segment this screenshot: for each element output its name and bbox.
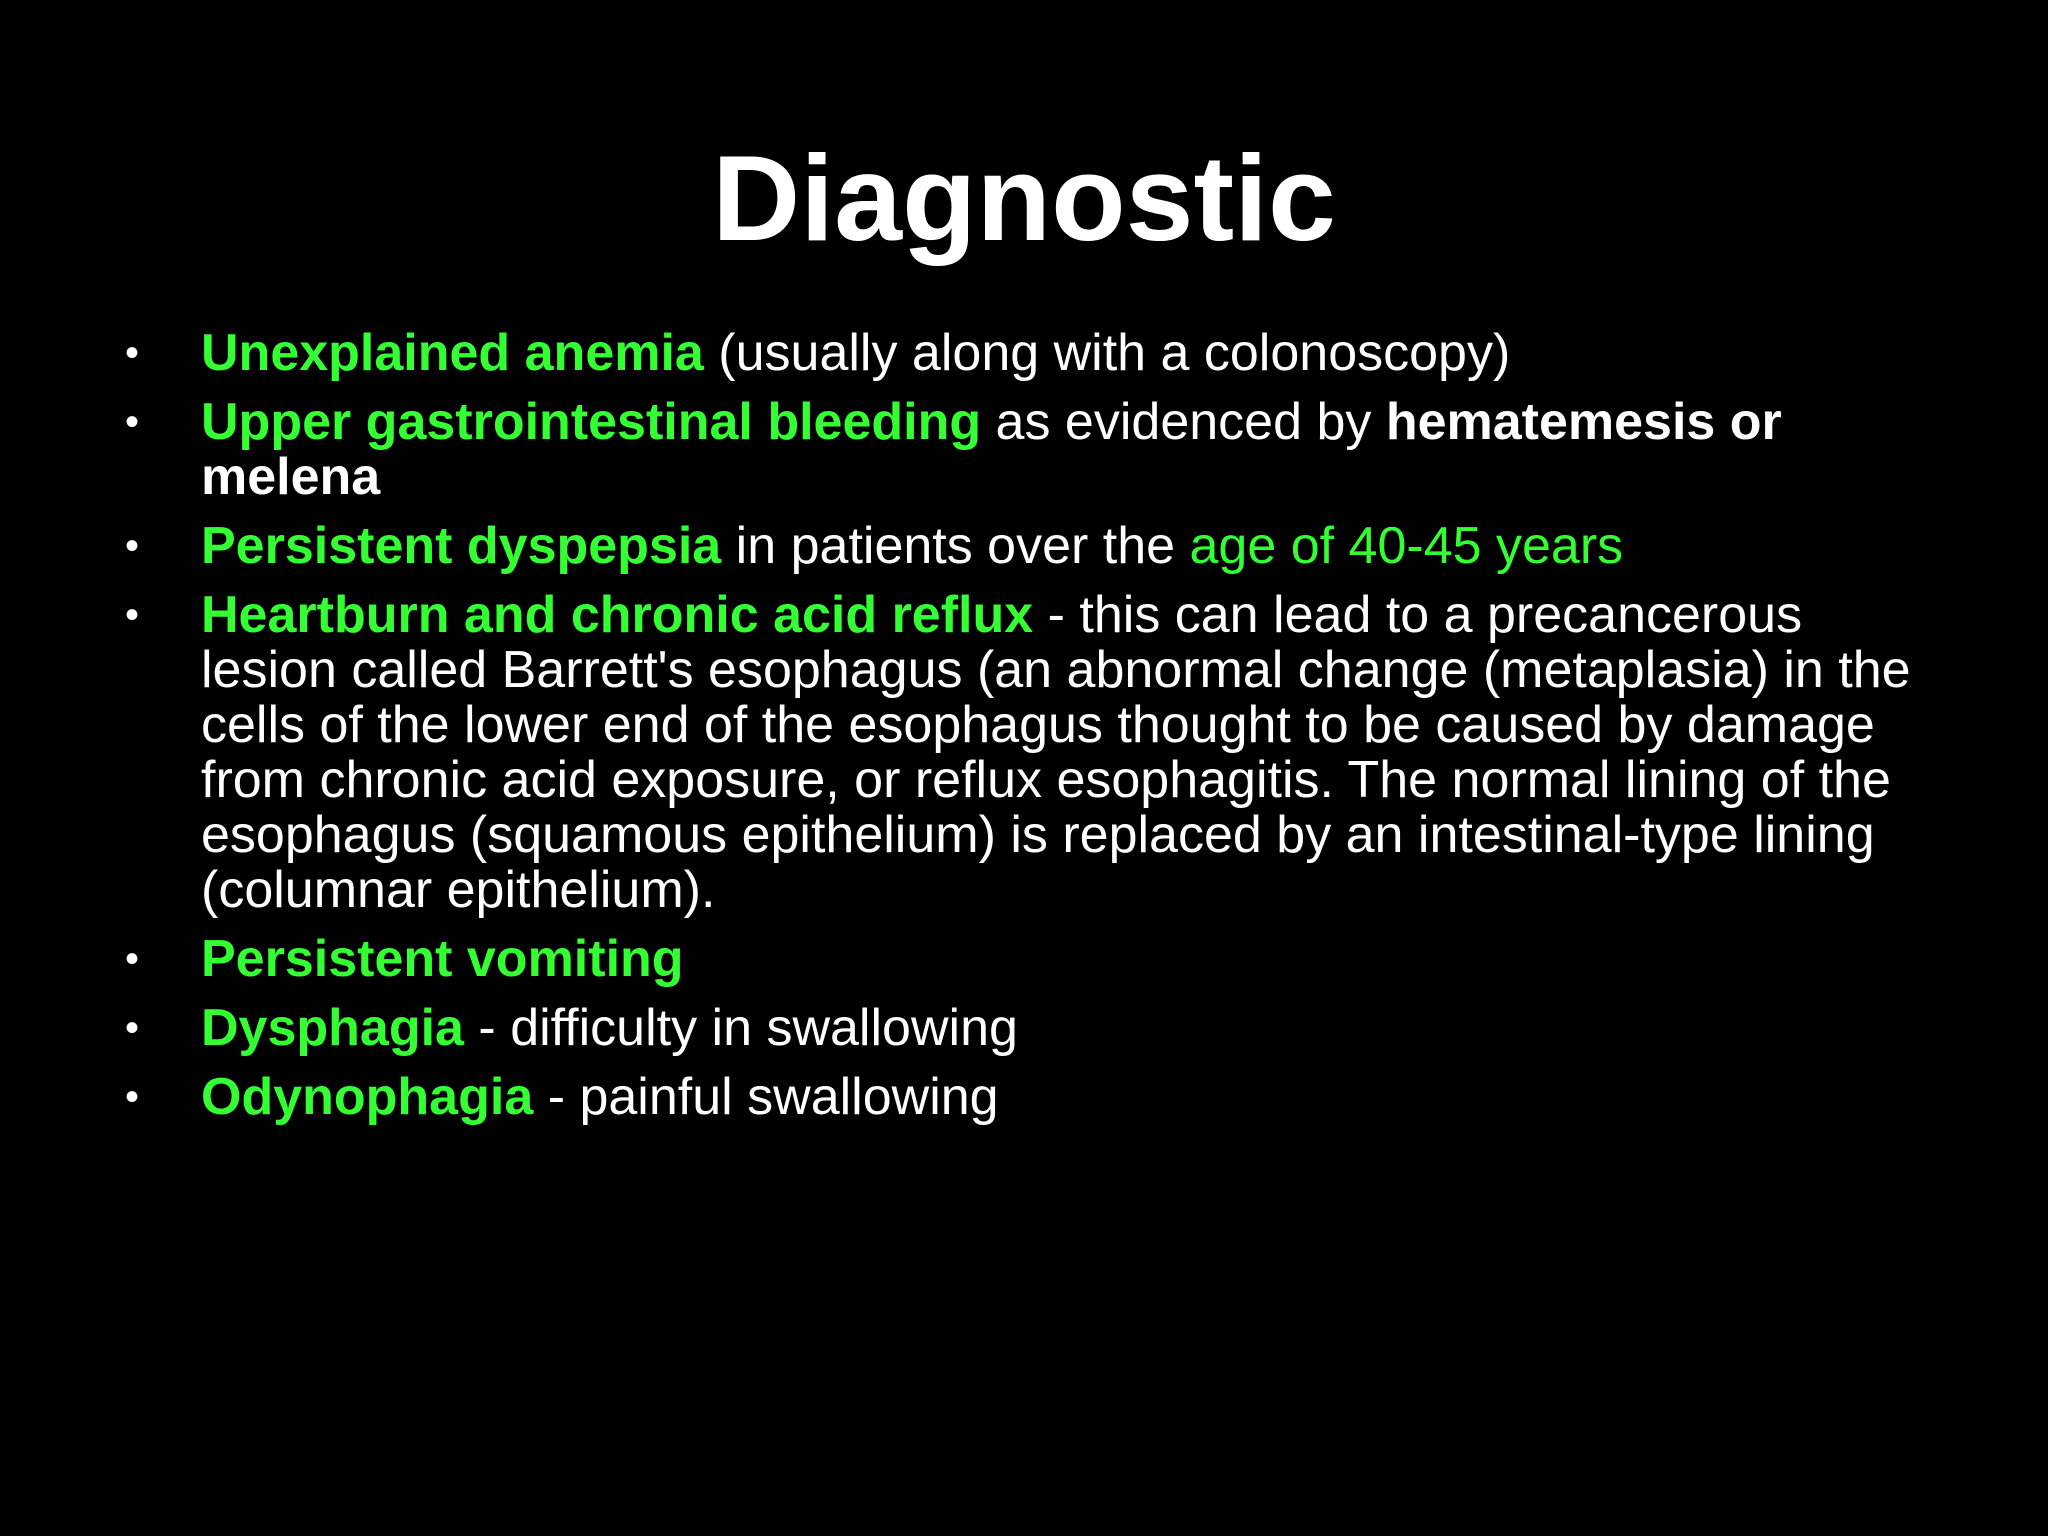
bullet-icon: • (125, 593, 140, 637)
bullet-item-heartburn (125, 588, 1925, 918)
bullet-item-bleeding (125, 395, 1925, 505)
bullet-text: as evidenced by (981, 393, 1386, 451)
bullet-highlight: Dysphagia (201, 999, 464, 1057)
bullet-icon: • (125, 1075, 140, 1119)
bullet-item-dyspepsia (125, 519, 1925, 574)
bullet-list (125, 326, 1925, 1139)
bullet-item-anemia (125, 326, 1925, 381)
bullet-item-dysphagia (125, 1001, 1925, 1056)
bullet-item-odynophagia (125, 1070, 1925, 1125)
bullet-highlight: Upper gastrointestinal bleeding (201, 393, 982, 451)
bullet-icon: • (125, 937, 140, 981)
slide-title: Diagnostic (712, 130, 1336, 266)
bullet-icon: • (125, 400, 140, 444)
bullet-item-vomiting (125, 932, 1925, 987)
bullet-icon: • (125, 1006, 140, 1050)
bullet-highlight: Unexplained anemia (201, 324, 704, 382)
bullet-text: - this can lead to a precancerous lesion called Barrett's esophagus (an abnormal change (metaplasia) in the cells of the lower end of the esophagus thought to be caused by damage from chronic acid exposure, or reflux esophagitis. The normal lining of the esophagus (squamous epithelium) is replaced by an intestinal-type lining (columnar epithelium). (201, 586, 1911, 919)
bullet-text: (usually along with a colonoscopy) (703, 324, 1511, 382)
bullet-text: - painful swallowing (533, 1068, 999, 1126)
bullet-highlight: Heartburn and chronic acid reflux (201, 586, 1034, 644)
bullet-accent: age of 40-45 years (1189, 517, 1624, 575)
bullet-highlight: Persistent vomiting (201, 930, 684, 988)
bullet-text: in patients over the (721, 517, 1190, 575)
bullet-highlight: Persistent dyspepsia (201, 517, 722, 575)
bullet-icon: • (125, 331, 140, 375)
bullet-text: - difficulty in swallowing (463, 999, 1018, 1057)
bullet-emphasis: hematemesis or melena (201, 393, 1782, 506)
bullet-icon: • (125, 524, 140, 568)
bullet-highlight: Odynophagia (201, 1068, 534, 1126)
